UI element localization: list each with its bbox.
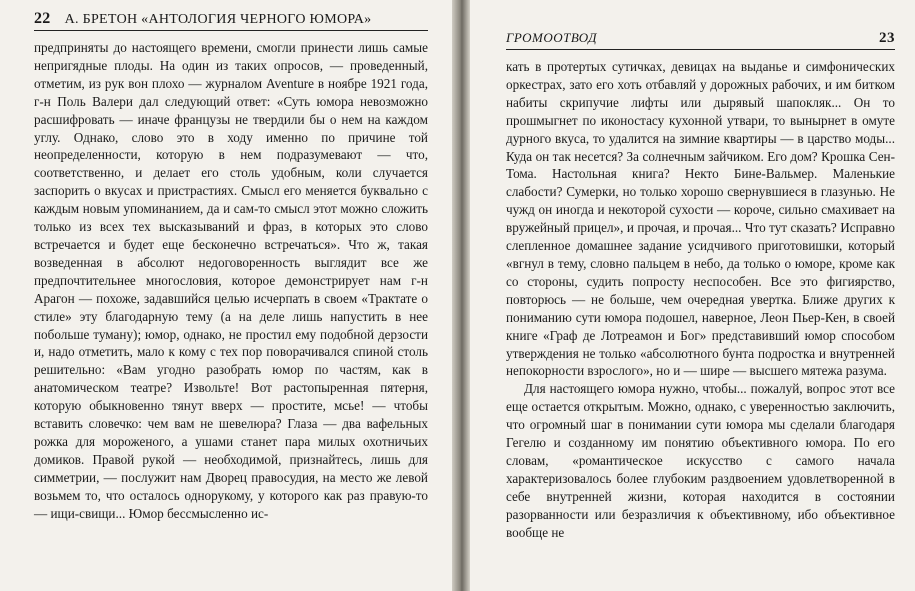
left-page-body: предприняты до настоящего времени, смогли принести лишь самые непригядные плоды. На один из таких опросов, — проведенный, отметим, из рук вон плохо — журналом Aventure в ноябре 1921 года, г-н Поль Валери дал следующий ответ: «Суть юмора невозможно расшифровать — иначе французы не твердили бы о нем на каждом углу. Однако, слово это в ходу именно по причине той неопределенности, которую в нем подразумевают — что, соответственно, и делает его столь удобным, коли случается заспорить о вкусах и пристрастиях. Смысл его меняется буквально с каждым новым упоминанием, да и сам-то смысл этот можно сложить только из всех тех высказываний и фраз, в которых это слово встречается и будет еще бесконечно встречаться». Что ж, такая возведенная в абсолют недоговоренность выглядит все же предпочтительнее многословия, которое демонстрирует нам г-н Арагон — похоже, задавшийся целью исчерпать в своем «Трактате о стиле» эту благодарную тему (а на деле лишь напустить в нее побольше туману); юмор, однако, не простил ему подобной дерзости и, надо отметить, мало к кому с тех пор поворачивался спиной столь решительно: «Вам угодно разобрать юмор по частям, как в анатомическом театре? Извольте! Вот растопыренная пятерня, которую обыкновенно тянут вверх — простите, мсье! — чтобы вставить словечко: чем вам не шевелюра? Глаза — два вафельных рожка для мороженого, а ушами станет пара милых охотничьих домиков. Правой рукой — необходимой, признайтесь, лишь для симметрии, — послужит нам Дворец правосудия, на место же левой возьмем то, что осталось однорукому, у которого как раз правую-то — ищи-свищи... Юмор бессмысленно ис-	[34, 40, 428, 521]
right-page-paragraph-2: Для настоящего юмора нужно, чтобы... пожалуй, вопрос этот все еще остается открытым. Можно, однако, с уверенностью заключить, что огромный шаг в понимании сути юмора мы сделали благодаря Гегелю и созданному им понятию объективного юмора. По его словам, «романтическое искусство с самого начала характеризовалось более глубоким раздвоением удовлетворенной в себе внутренней жизни, которая находится в состоянии разорванности или безразличия к объективному, ибо объективное вообще не	[506, 381, 895, 540]
right-page-paragraph-1: кать в протертых сутичках, девицах на выданье и симфонических оркестрах, зато его хоть отбавляй у дорожных рабочих, и им битком набиты скрипучие лифты или дырявый шапокляк... Он то прошмыгнет по иконостасу кухонной утвари, то вынырнет в омуте дурного вкуса, то удалится на зимние квартиры — в царство моды... Куда он так несется? За солнечным зайчиком. Его дом? Крошка Сен-Тома. Настольная книга? Некто Бине-Вальмер. Маленькие слабости? Сумерки, но только хорошо свернувшиеся в глазунью. Не чужд он иногда и некоторой сухости — короче, сильно смахивает на вружейный прицел», и прочая, и прочая... Что тут сказать? Исправно слепленное домашнее задание усидчивого приготовишки, который «вгнул в тему, словно пальцем в небо, да только о юморе, кроме как со стороны, судить попросту неспособен. Все это фигиярство, повторюсь — не больше, чем очередная увертка. Ближе других к пониманию сути юмора подошел, наверное, Леон Пьер-Кен, в своей книге «Граф де Лотреамон и Бог» представивший юмор способом утверждения не только «абсолютного бунта подростка и внутренней непокорности взрослого», но и — шире — высшего мятежа разума.	[506, 59, 895, 379]
right-page-header	[506, 30, 895, 50]
left-page-header	[34, 10, 428, 31]
page-number: 22	[34, 10, 51, 27]
book-gutter	[452, 0, 470, 591]
running-head: ГРОМООТВОД	[506, 30, 598, 45]
right-page	[470, 0, 915, 591]
running-head: А. БРЕТОН «АНТОЛОГИЯ ЧЕРНОГО ЮМОРА»	[64, 12, 372, 27]
left-page	[0, 0, 452, 591]
page-number: 23	[879, 30, 895, 46]
